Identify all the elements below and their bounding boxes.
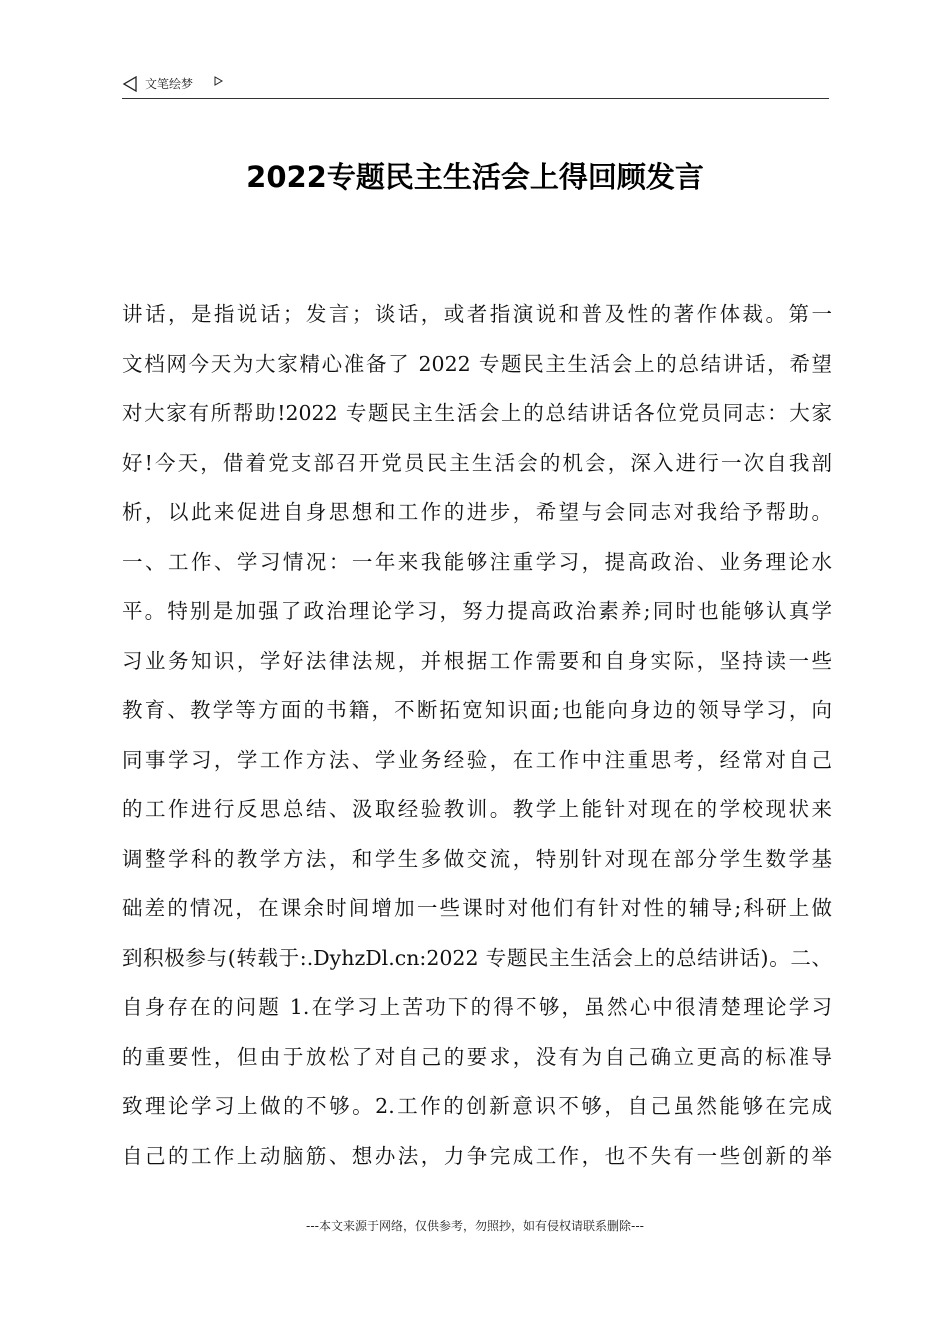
- body-text-line: 的重要性，但由于放松了对自己的要求，没有为自己确立更高的标准导: [122, 1044, 832, 1069]
- body-text-line: 好!今天，借着党支部召开党员民主生活会的机会，深入进行一次自我剖: [122, 450, 832, 475]
- triangle-left-outline-icon: [122, 76, 138, 92]
- body-text-line: 对大家有所帮助!2022 专题民主生活会上的总结讲话各位党员同志：大家: [122, 401, 832, 425]
- body-text-line: 调整学科的教学方法，和学生多做交流，特别针对现在部分学生数学基: [122, 846, 832, 871]
- body-text-line: 习业务知识，学好法律法规，并根据工作需要和自身实际，坚持读一些: [122, 648, 832, 673]
- body-text-line: 础差的情况，在课余时间增加一些课时对他们有针对性的辅导;科研上做: [122, 896, 832, 920]
- body-text-line: 平。特别是加强了政治理论学习，努力提高政治素养;同时也能够认真学: [122, 599, 832, 623]
- body-text-line: 析，以此来促进自身思想和工作的进步，希望与会同志对我给予帮助。: [122, 500, 832, 524]
- body-text-line: 的工作进行反思总结、汲取经验教训。教学上能针对现在的学校现状来: [122, 797, 832, 821]
- body-text-line: 讲话，是指说话；发言；谈话，或者指演说和普及性的著作体裁。第一: [122, 302, 832, 326]
- triangle-right-outline-icon: [214, 76, 223, 86]
- header-divider: [122, 98, 829, 99]
- body-text-line: 到积极参与(转载于:.DyhzDl.cn:2022 专题民主生活会上的总结讲话)。二、: [122, 945, 832, 970]
- page-header: [122, 74, 829, 98]
- body-text-line: 同事学习，学工作方法、学业务经验，在工作中注重思考，经常对自己: [122, 747, 832, 772]
- body-text-line: 自己的工作上动脑筋、想办法，力争完成工作，也不失有一些创新的举: [122, 1143, 832, 1168]
- body-text-line: 文档网今天为大家精心准备了 2022 专题民主生活会上的总结讲话，希望: [122, 351, 832, 376]
- footer-disclaimer: ---本文来源于网络，仅供参考，勿照抄，如有侵权请联系删除---: [306, 1219, 644, 1233]
- header-title: 文笔绘梦: [145, 77, 194, 91]
- document-body: [122, 290, 832, 1181]
- body-text-line: 一、工作、学习情况：一年来我能够注重学习，提高政治、业务理论水: [122, 549, 832, 574]
- body-text-line: 自身存在的问题 1.在学习上苦功下的得不够，虽然心中很清楚理论学习: [122, 995, 832, 1019]
- document-title: 2022专题民主生活会上得回顾发言: [246, 160, 704, 194]
- body-text-line: 致理论学习上做的不够。2.工作的创新意识不够，自己虽然能够在完成: [122, 1094, 832, 1118]
- body-text-line: 教育、教学等方面的书籍，不断拓宽知识面;也能向身边的领导学习，向: [122, 698, 832, 722]
